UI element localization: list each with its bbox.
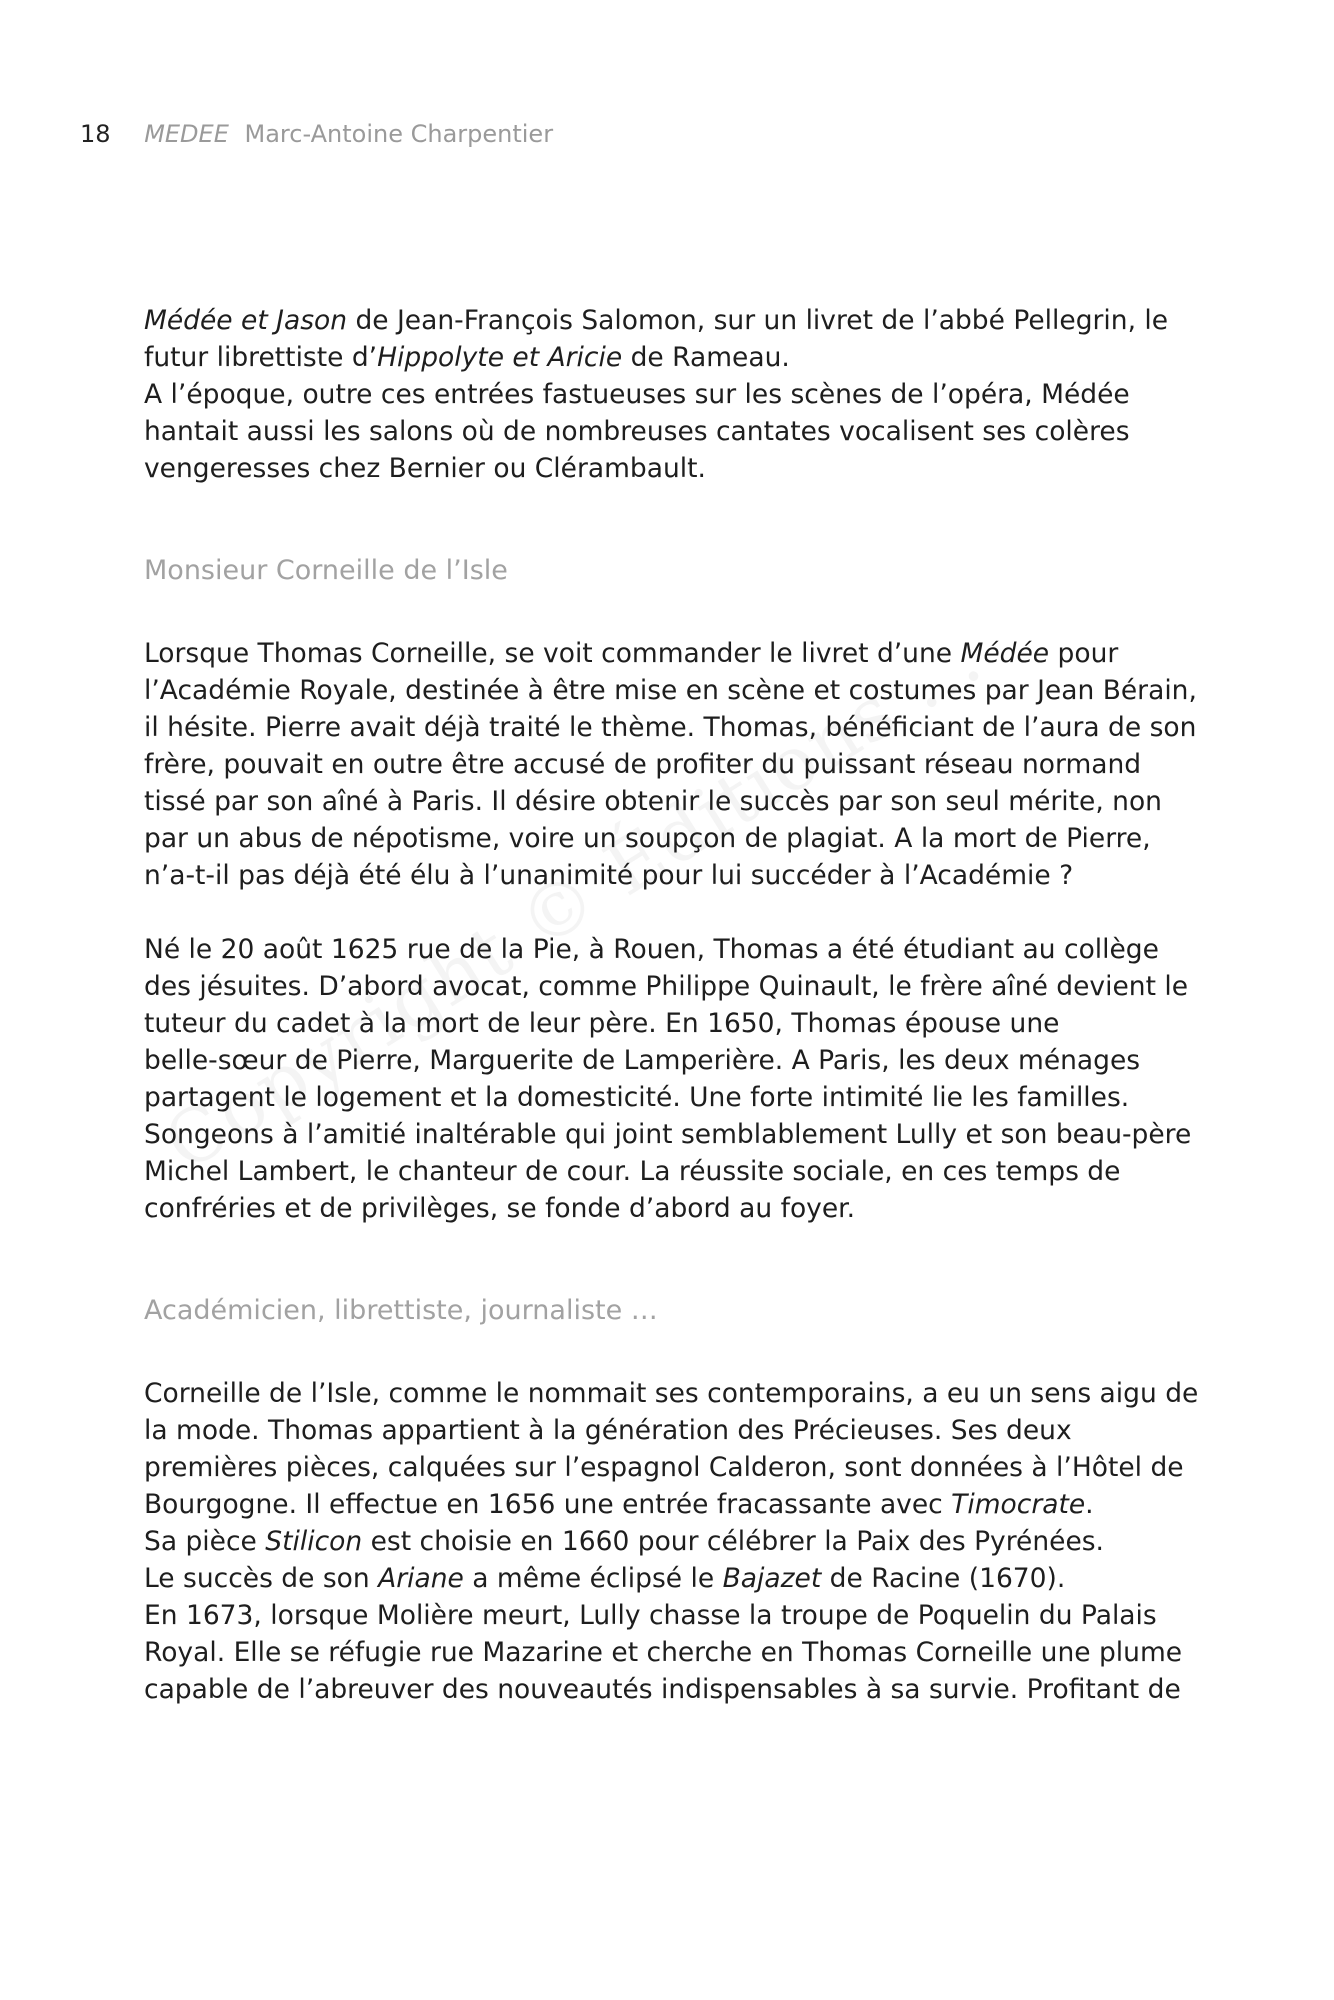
text-run: Né le 20 août 1625 rue de la Pie, à Rouen, Thomas a été étudiant au collège: [144, 934, 1159, 965]
text-line: [144, 1079, 1204, 1116]
text-run: premières pièces, calquées sur l’espagnol Calderon, sont données à l’Hôtel de: [144, 1452, 1184, 1483]
text-line: [144, 857, 1204, 894]
italic-title: Ariane: [378, 1563, 464, 1594]
text-run: a même éclipsé le: [463, 1563, 723, 1594]
italic-title: Bajazet: [722, 1563, 822, 1594]
text-line: [144, 820, 1204, 857]
text-run: est choisie en 1660 pour célébrer la Paix des Pyrénées.: [362, 1526, 1104, 1557]
text-run: .: [1085, 1489, 1094, 1520]
page-body: [144, 302, 1204, 1708]
author-name: Marc-Antoine Charpentier: [244, 120, 554, 148]
text-line: [144, 709, 1204, 746]
italic-title: Timocrate: [951, 1489, 1086, 1520]
text-line: [144, 968, 1204, 1005]
text-line: [144, 746, 1204, 783]
paragraph: [144, 302, 1204, 487]
text-line: [144, 1005, 1204, 1042]
text-line: [144, 1412, 1204, 1449]
paragraph: [144, 635, 1204, 894]
text-line: [144, 1116, 1204, 1153]
text-run: Le succès de son: [144, 1563, 379, 1594]
text-run: tissé par son aîné à Paris. Il désire obtenir le succès par son seul mérite, non: [144, 786, 1162, 817]
text-run: de Racine (1670).: [821, 1563, 1066, 1594]
text-run: Bourgogne. Il effectue en 1656 une entrée fracassante avec: [144, 1489, 952, 1520]
text-line: [144, 1597, 1204, 1634]
text-line: [144, 413, 1204, 450]
book-title: MEDEE: [144, 120, 229, 148]
text-line: [144, 376, 1204, 413]
text-run: pour: [1049, 638, 1119, 669]
text-run: Corneille de l’Isle, comme le nommait ses contemporains, a eu un sens aigu de: [144, 1378, 1199, 1409]
text-run: il hésite. Pierre avait déjà traité le thème. Thomas, bénéficiant de l’aura de son: [144, 712, 1197, 743]
text-line: [144, 1523, 1204, 1560]
text-line: [144, 931, 1204, 968]
text-line: [144, 1042, 1204, 1079]
text-line: [144, 1560, 1204, 1597]
text-run: la mode. Thomas appartient à la génération des Précieuses. Ses deux: [144, 1415, 1072, 1446]
text-line: [144, 1190, 1204, 1227]
running-header: [80, 120, 553, 148]
text-run: A l’époque, outre ces entrées fastueuses sur les scènes de l’opéra, Médée: [144, 379, 1130, 410]
text-line: [144, 450, 1204, 487]
text-run: tuteur du cadet à la mort de leur père. En 1650, Thomas épouse une: [144, 1008, 1060, 1039]
text-run: Michel Lambert, le chanteur de cour. La réussite sociale, en ces temps de: [144, 1156, 1121, 1187]
paragraph: [144, 931, 1204, 1227]
text-line: [144, 635, 1204, 672]
text-line: [144, 1486, 1204, 1523]
page-number: 18: [80, 120, 111, 148]
text-run: En 1673, lorsque Molière meurt, Lully chasse la troupe de Poquelin du Palais: [144, 1600, 1157, 1631]
italic-title: Stilicon: [265, 1526, 363, 1557]
text-run: Lorsque Thomas Corneille, se voit commander le livret d’une: [144, 638, 961, 669]
text-run: Sa pièce: [144, 1526, 266, 1557]
text-line: [144, 1671, 1204, 1708]
text-run: belle-sœur de Pierre, Marguerite de Lamperière. A Paris, les deux ménages: [144, 1045, 1141, 1076]
text-line: [144, 1634, 1204, 1671]
text-line: [144, 339, 1204, 376]
text-run: capable de l’abreuver des nouveautés indispensables à sa survie. Profitant de: [144, 1674, 1181, 1705]
text-run: futur librettiste d’: [144, 342, 378, 373]
text-run: de Rameau.: [622, 342, 790, 373]
text-run: vengeresses chez Bernier ou Clérambault.: [144, 453, 706, 484]
text-run: frère, pouvait en outre être accusé de profiter du puissant réseau normand: [144, 749, 1142, 780]
text-line: [144, 1153, 1204, 1190]
text-run: Songeons à l’amitié inaltérable qui joint semblablement Lully et son beau-père: [144, 1119, 1192, 1150]
text-run: des jésuites. D’abord avocat, comme Philippe Quinault, le frère aîné devient le: [144, 971, 1189, 1002]
section-heading: Monsieur Corneille de l’Isle: [144, 555, 508, 586]
text-run: hantait aussi les salons où de nombreuses cantates vocalisent ses colères: [144, 416, 1130, 447]
text-line: [144, 783, 1204, 820]
italic-title: Médée: [960, 638, 1050, 669]
text-run: par un abus de népotisme, voire un soupçon de plagiat. A la mort de Pierre,: [144, 823, 1151, 854]
text-run: de Jean-François Salomon, sur un livret de l’abbé Pellegrin, le: [347, 305, 1169, 336]
text-line: [144, 1375, 1204, 1412]
text-run: Royal. Elle se réfugie rue Mazarine et cherche en Thomas Corneille une plume: [144, 1637, 1183, 1668]
text-run: confréries et de privilèges, se fonde d’abord au foyer.: [144, 1193, 856, 1224]
text-line: [144, 672, 1204, 709]
italic-title: Hippolyte et Aricie: [377, 342, 623, 373]
italic-title: Médée et Jason: [144, 305, 348, 336]
text-line: [144, 302, 1204, 339]
text-line: [144, 1449, 1204, 1486]
section-heading: Académicien, librettiste, journaliste …: [144, 1295, 658, 1326]
paragraph: [144, 1375, 1204, 1708]
text-run: n’a-t-il pas déjà été élu à l’unanimité pour lui succéder à l’Académie ?: [144, 860, 1074, 891]
text-run: partagent le logement et la domesticité. Une forte intimité lie les familles.: [144, 1082, 1130, 1113]
text-run: l’Académie Royale, destinée à être mise en scène et costumes par Jean Bérain,: [144, 675, 1197, 706]
